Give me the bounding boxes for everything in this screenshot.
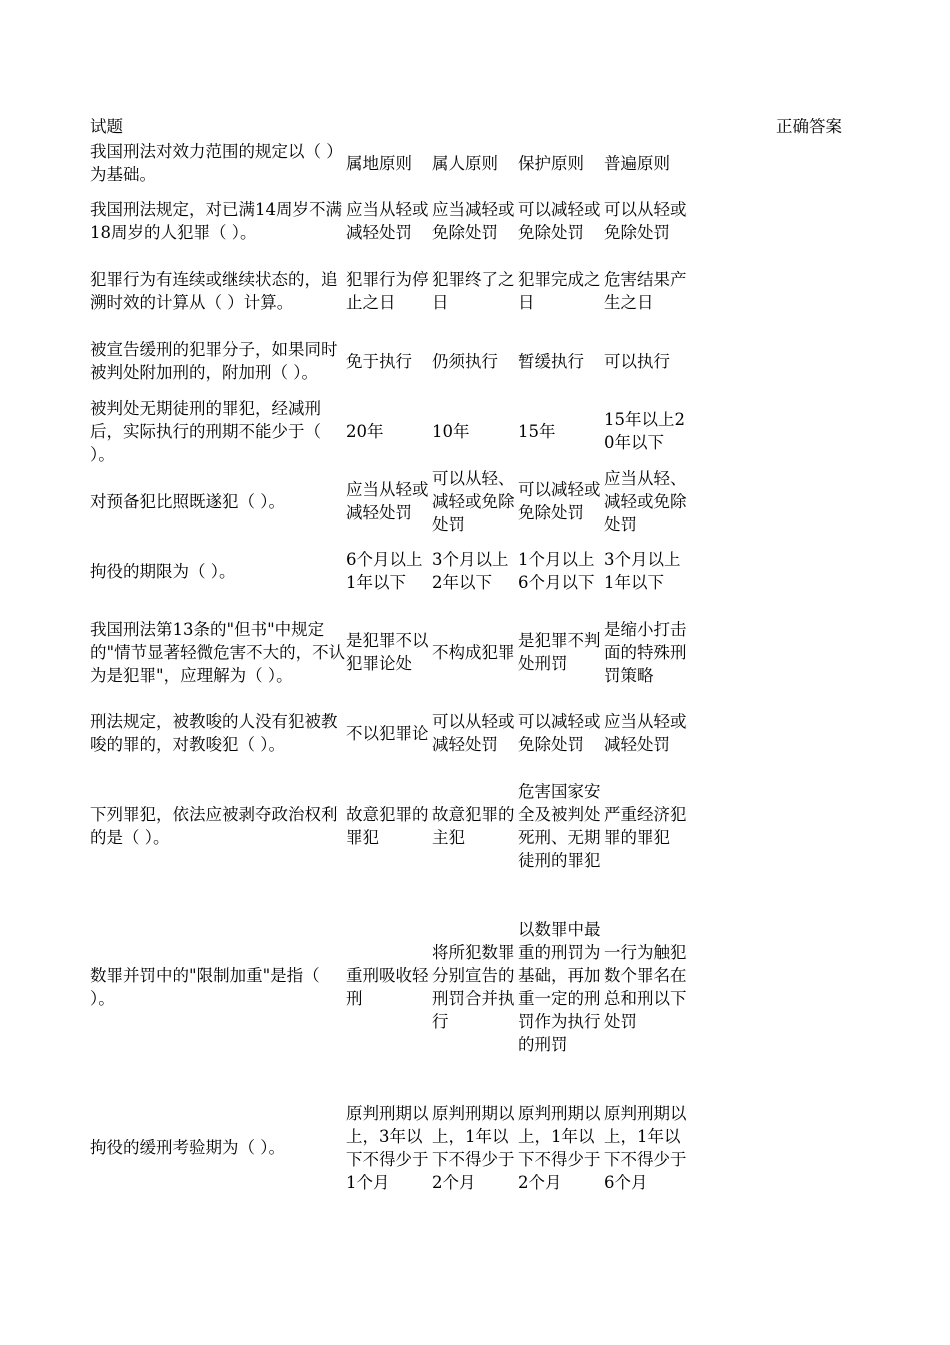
option-c: 以数罪中最重的刑罚为基础，再加重一定的刑罚作为执行的刑罚 <box>518 919 601 1054</box>
option-c: 犯罪完成之日 <box>518 270 601 312</box>
header-empty-b <box>432 115 518 140</box>
option-b: 不构成犯罪 <box>432 642 515 662</box>
option-c: 暂缓执行 <box>518 351 584 371</box>
question-table <box>90 115 866 1205</box>
option-b: 原判刑期以上，1年以下不得少于2个月 <box>432 1103 515 1192</box>
option-c: 可以减轻或免除处罚 <box>518 480 601 522</box>
header-row <box>90 115 866 140</box>
option-a: 应当从轻或减轻处罚 <box>346 200 429 242</box>
empty-cell <box>690 698 776 768</box>
question-row <box>90 606 866 698</box>
question-row <box>90 536 866 606</box>
option-a: 属地原则 <box>346 153 412 173</box>
empty-cell <box>690 1090 776 1205</box>
option-a: 免于执行 <box>346 351 412 371</box>
question-row <box>90 396 866 466</box>
option-b: 可以从轻、减轻或免除处罚 <box>432 468 515 534</box>
empty-cell <box>690 186 776 256</box>
question-text: 我国刑法第13条的"但书"中规定的"情节显著轻微危害不大的，不认为是犯罪"，应理解为（ ）。 <box>90 619 346 685</box>
option-b: 属人原则 <box>432 153 498 173</box>
option-d: 一行为触犯数个罪名在总和刑以下处罚 <box>604 942 687 1031</box>
option-b: 将所犯数罪分别宣告的刑罚合并执行 <box>432 942 515 1031</box>
answer-cell <box>776 536 866 606</box>
header-empty-a <box>346 115 432 140</box>
option-d: 危害结果产生之日 <box>604 270 687 312</box>
option-a: 犯罪行为停止之日 <box>346 270 429 312</box>
question-row <box>90 140 866 186</box>
question-row <box>90 768 866 883</box>
header-question: 试题 <box>90 117 123 136</box>
option-b: 3个月以上2年以下 <box>432 550 509 592</box>
answer-cell <box>776 396 866 466</box>
option-a: 20年 <box>346 421 384 441</box>
option-d: 应当从轻或减轻处罚 <box>604 712 687 754</box>
option-d: 是缩小打击面的特殊刑罚策略 <box>604 619 687 685</box>
option-d: 3个月以上1年以下 <box>604 550 681 592</box>
question-text: 犯罪行为有连续或继续状态的，追溯时效的计算从（ ）计算。 <box>90 270 338 312</box>
option-d: 应当从轻、减轻或免除处罚 <box>604 468 687 534</box>
answer-cell <box>776 606 866 698</box>
question-text: 拘役的缓刑考验期为（ ）。 <box>90 1138 285 1157</box>
answer-cell <box>776 1090 866 1205</box>
question-text: 下列罪犯，依法应被剥夺政治权利的是（ ）。 <box>90 804 338 847</box>
empty-cell <box>690 396 776 466</box>
empty-cell <box>690 466 776 536</box>
option-a: 6个月以上1年以下 <box>346 550 423 592</box>
option-a: 应当从轻或减轻处罚 <box>346 480 429 522</box>
option-d: 严重经济犯罪的罪犯 <box>604 804 687 847</box>
question-text: 刑法规定，被教唆的人没有犯被教唆的罪的，对教唆犯（ ）。 <box>90 712 338 754</box>
answer-cell <box>776 466 866 536</box>
option-b: 可以从轻或减轻处罚 <box>432 712 515 754</box>
question-row <box>90 698 866 768</box>
empty-cell <box>690 326 776 396</box>
option-c: 1个月以上6个月以下 <box>518 550 595 592</box>
answer-cell <box>776 883 866 1090</box>
option-d: 可以从轻或免除处罚 <box>604 200 687 242</box>
header-answer: 正确答案 <box>776 117 842 136</box>
option-a: 不以犯罪论 <box>346 723 429 743</box>
option-c: 危害国家安全及被判处死刑、无期徒刑的罪犯 <box>518 781 601 870</box>
option-a: 是犯罪不以犯罪论处 <box>346 631 429 673</box>
option-c: 保护原则 <box>518 153 584 173</box>
answer-cell <box>776 326 866 396</box>
header-gap <box>690 115 776 140</box>
question-text: 拘役的期限为（ ）。 <box>90 561 236 581</box>
answer-cell <box>776 140 866 186</box>
question-row <box>90 466 866 536</box>
question-text: 被判处无期徒刑的罪犯，经减刑后，实际执行的刑期不能少于（ ）。 <box>90 398 321 464</box>
option-b: 犯罪终了之日 <box>432 270 515 312</box>
empty-cell <box>690 606 776 698</box>
option-c: 15年 <box>518 421 556 441</box>
question-text: 我国刑法对效力范围的规定以（ ）为基础。 <box>90 142 343 184</box>
empty-cell <box>690 140 776 186</box>
empty-cell <box>690 256 776 326</box>
question-row <box>90 256 866 326</box>
option-b: 故意犯罪的主犯 <box>432 804 515 847</box>
option-d: 原判刑期以上，1年以下不得少于6个月 <box>604 1103 687 1192</box>
option-d: 普遍原则 <box>604 153 670 173</box>
option-a: 故意犯罪的罪犯 <box>346 804 429 847</box>
question-row <box>90 1090 866 1205</box>
question-text: 被宣告缓刑的犯罪分子，如果同时被判处附加刑的，附加刑（ ）。 <box>90 340 338 382</box>
question-text: 数罪并罚中的"限制加重"是指（ ）。 <box>90 965 320 1008</box>
answer-cell <box>776 768 866 883</box>
option-c: 原判刑期以上，1年以下不得少于2个月 <box>518 1103 601 1192</box>
answer-cell <box>776 186 866 256</box>
answer-cell <box>776 256 866 326</box>
question-text: 对预备犯比照既遂犯（ ）。 <box>90 491 285 511</box>
header-empty-c <box>518 115 604 140</box>
option-a: 原判刑期以上，3年以下不得少于1个月 <box>346 1103 429 1192</box>
question-row <box>90 883 866 1090</box>
empty-cell <box>690 768 776 883</box>
answer-cell <box>776 698 866 768</box>
empty-cell <box>690 883 776 1090</box>
question-text: 我国刑法规定，对已满14周岁不满18周岁的人犯罪（ ）。 <box>90 200 342 242</box>
option-c: 可以减轻或免除处罚 <box>518 712 601 754</box>
option-d: 可以执行 <box>604 351 670 371</box>
option-d: 15年以上20年以下 <box>604 410 685 452</box>
question-row <box>90 326 866 396</box>
option-c: 是犯罪不判处刑罚 <box>518 631 601 673</box>
option-c: 可以减轻或免除处罚 <box>518 200 601 242</box>
option-b: 应当减轻或免除处罚 <box>432 200 515 242</box>
option-a: 重刑吸收轻刑 <box>346 965 429 1008</box>
option-b: 10年 <box>432 421 470 441</box>
header-empty-d <box>604 115 690 140</box>
option-b: 仍须执行 <box>432 351 498 371</box>
question-sheet <box>90 115 866 1205</box>
question-row <box>90 186 866 256</box>
empty-cell <box>690 536 776 606</box>
